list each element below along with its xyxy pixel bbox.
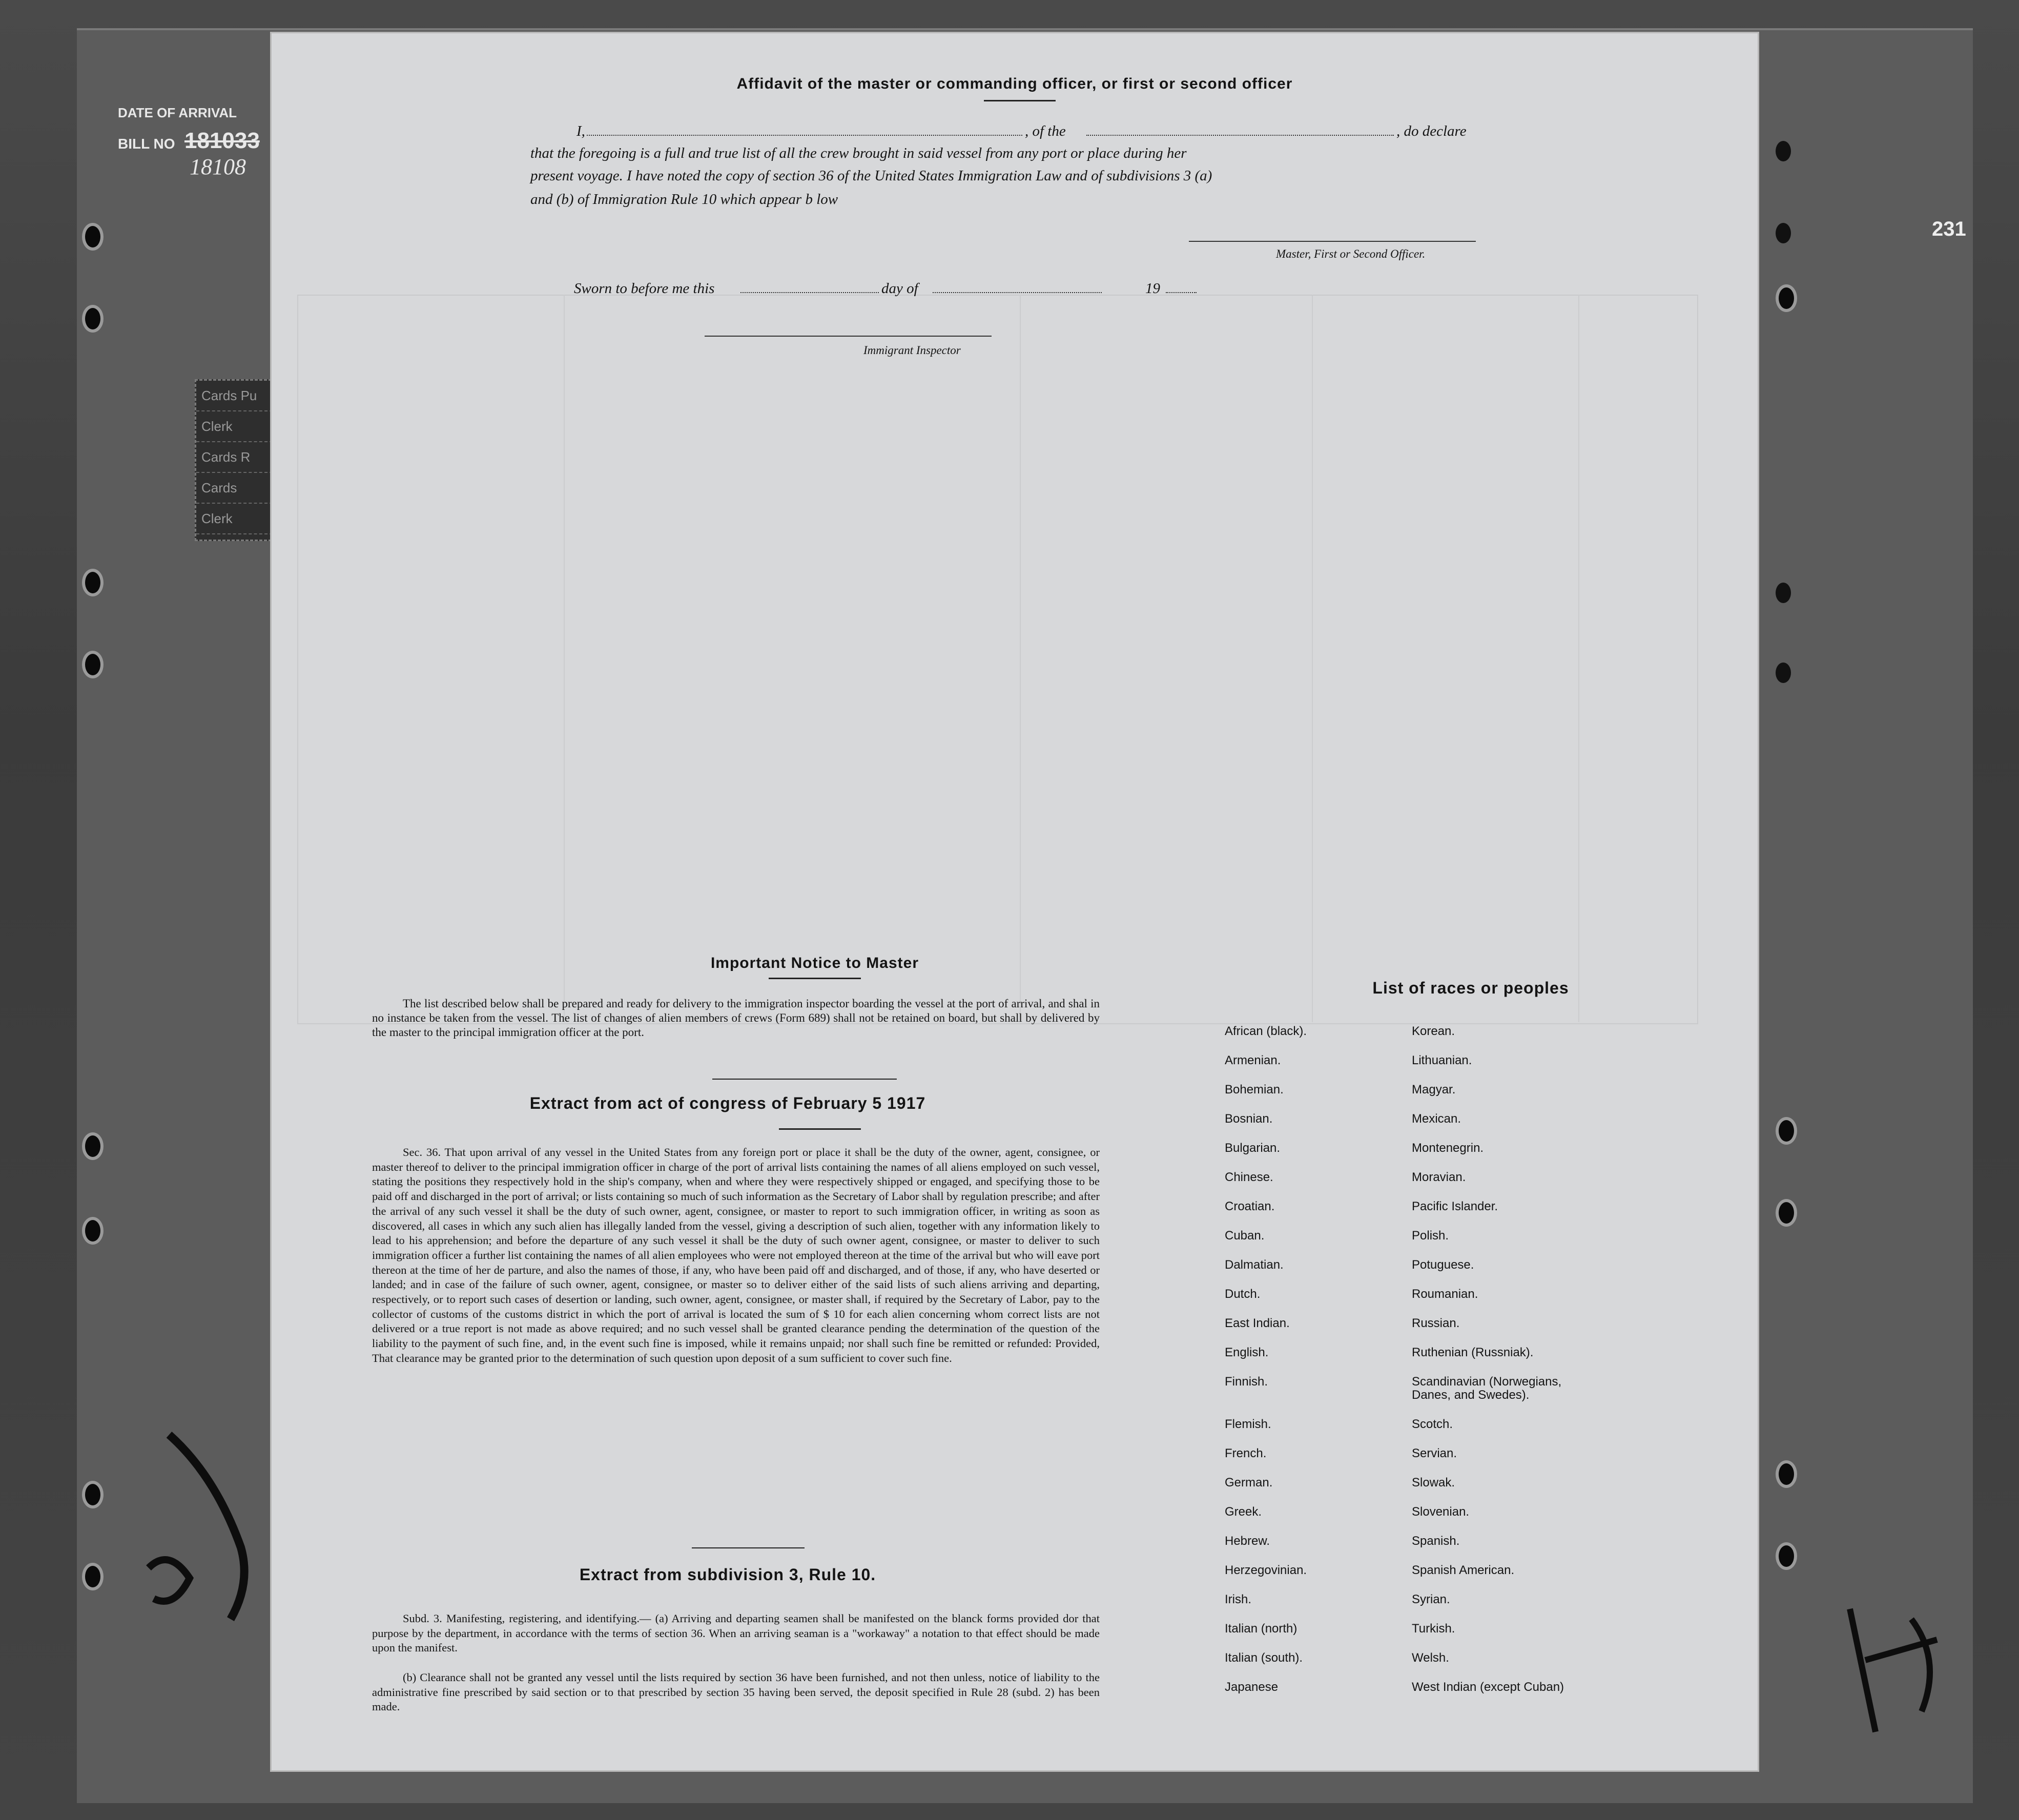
race-item: Magyar. xyxy=(1412,1083,1456,1097)
race-item: Russian. xyxy=(1412,1316,1460,1330)
affidavit-line4: and (b) of Immigration Rule 10 which appear b low xyxy=(530,191,838,208)
master-name-field[interactable] xyxy=(587,135,1022,136)
sworn-year-label: 19 xyxy=(1145,280,1160,297)
handwritten-mark-left xyxy=(138,1414,272,1635)
binder-hole-icon xyxy=(82,569,104,596)
affidavit-line2: that the foregoing is a full and true list of all the crew brought in said vessel from any port or place during her xyxy=(530,145,1187,161)
form-page xyxy=(272,33,1758,1770)
extract-1917-title: Extract from act of congress of February 5 1917 xyxy=(529,1094,926,1112)
sworn-year-field[interactable] xyxy=(1166,292,1197,293)
affidavit-line3: present voyage. I have noted the copy of section 36 of the United States Immigration Law and of subdivisions 3 (a) xyxy=(530,168,1212,184)
race-item: Dalmatian. xyxy=(1225,1258,1284,1272)
race-item: Scotch. xyxy=(1412,1417,1453,1431)
separator-rule xyxy=(712,1079,897,1080)
race-item: Dutch. xyxy=(1225,1287,1261,1301)
separator-rule xyxy=(692,1547,805,1548)
race-item: Chinese. xyxy=(1225,1170,1273,1184)
binder-hole-icon xyxy=(82,1481,104,1508)
race-item: Slowak. xyxy=(1412,1476,1455,1490)
title-underline xyxy=(984,100,1056,101)
race-item: Potuguese. xyxy=(1412,1258,1474,1272)
binder-hole-icon xyxy=(1776,1117,1797,1145)
binder-hole-icon xyxy=(82,305,104,333)
race-item: Korean. xyxy=(1412,1024,1455,1038)
binder-hole-icon xyxy=(82,1217,104,1245)
race-item: Servian. xyxy=(1412,1446,1457,1460)
sworn-month-field[interactable] xyxy=(933,292,1102,293)
race-item: Spanish. xyxy=(1412,1534,1460,1548)
affidavit-line1-i: I, xyxy=(576,123,585,139)
affidavit-line1-declare: , do declare xyxy=(1396,123,1467,139)
race-item: Bulgarian. xyxy=(1225,1141,1281,1155)
show-through-divider xyxy=(1020,295,1021,1022)
race-item: Armenian. xyxy=(1225,1053,1281,1067)
race-item: Syrian. xyxy=(1412,1593,1450,1606)
race-item: Croatian. xyxy=(1225,1199,1275,1213)
race-item: Lithuanian. xyxy=(1412,1053,1472,1067)
race-item: Turkish. xyxy=(1412,1622,1455,1636)
notice-title: Important Notice to Master xyxy=(710,955,919,971)
extract-1917-text: Sec. 36. That upon arrival of any vessel in the United States from any foreign port or place it shall be the duty of the owner, agent, consignee, or master thereof to deliver to the principal immigration officer in charge of the port of arrival lists containing the names of all aliens employed on such vessel, stating the positions they respectively hold in the ship's company, when and where they were respectively shipped or engaged, and specifying those to be paid off and discharged in the port of arrival; or lists containing so much of such information as the Secretary of Labor shall by regulation prescribe; and after the arrival of any such vessel it shall be the duty of such owner, agent, consignee, or master to report to such immigration officer, in writing as soon as discovered, all cases in which any such alien has illegally landed from the vessel, giving a description of such alien, together with any information likely to lead to his apprehension; and before the departure of any such vessel it shall be the duty of such owner agent, consignee, or master to deliver to such immigration officer a further list containing the names of all alien employees who were not employed thereon at the time of the arrival but who will eave port thereon at the time of her de parture, and also the names of those, if any, who have been paid off and discharged, and of those, if any, who have deserted or landed; and in case of the failure of such owner, agent, consignee, or master so to deliver either of the said lists of such aliens arriving and departing, respectively, or to report such cases of desertion or landing, such owner, agent, consignee, or master shall, if required by the Secretary of Labor, pay to the collector of customs of the customs district in which the port of arrival is located the sum of $ 10 for each alien concerning whom correct lists are not delivered or a true report is not made as above required; and no such vessel shall be granted clearance pending the determination of the question of the liability to the payment of such fine, and, in the event such fine is imposed, while it remains unpaid; nor shall such fine be remitted or refunded: Provided, That clearance may be granted prior to the determination of such question upon deposit of a sum sufficient to cover such fine. xyxy=(372,1146,1100,1364)
cards-slip-line: Clerk xyxy=(196,504,289,534)
bill-no-value: 181033 xyxy=(184,128,260,153)
race-item: Flemish. xyxy=(1225,1417,1271,1431)
notice-underline xyxy=(769,978,861,979)
binder-hole-icon xyxy=(1776,1199,1797,1227)
page-hole-icon xyxy=(1776,223,1791,243)
binder-hole-icon xyxy=(82,651,104,678)
binder-hole-icon xyxy=(1776,1460,1797,1488)
races-right-column xyxy=(1412,1025,1678,1716)
race-item: Roumanian. xyxy=(1412,1287,1478,1301)
show-through-divider xyxy=(1312,295,1313,1022)
race-item: Finnish. xyxy=(1225,1375,1268,1389)
cards-slip-line: Cards Pu xyxy=(196,381,289,411)
extract-rule10-text-a: Subd. 3. Manifesting, registering, and identifying.— (a) Arriving and departing seamen shall be manifested on the blanck forms provided dor that purpose by the department, in accordance with the terms of section 36. When an arriving seaman is a "workaway" a notation to that effect should be made upon the manifest. xyxy=(372,1612,1100,1654)
inspector-label: Immigrant Inspector xyxy=(863,344,961,357)
page-number: 231 xyxy=(1932,218,1966,240)
vessel-name-field[interactable] xyxy=(1086,135,1394,136)
race-item: Moravian. xyxy=(1412,1170,1466,1184)
race-item: English. xyxy=(1225,1346,1269,1359)
affidavit-line1-of: , of the xyxy=(1025,123,1066,139)
binder-hole-icon xyxy=(1776,1542,1797,1570)
binder-hole-icon xyxy=(82,1563,104,1590)
extract-1917-underline xyxy=(779,1128,861,1130)
race-item: Italian (north) xyxy=(1225,1622,1297,1636)
race-item: West Indian (except Cuban) xyxy=(1412,1680,1564,1694)
race-item: Polish. xyxy=(1412,1229,1449,1243)
race-item: Slovenian. xyxy=(1412,1505,1470,1519)
race-item: Mexican. xyxy=(1412,1112,1461,1126)
notice-text: The list described below shall be prepared and ready for delivery to the immigration inspector boarding the vessel at the port of arrival, and shal in no instance be taken from the vessel. The list of changes of alien members of crews (Form 689) shall not be retained on board, but shall by delivered by the master to the principal immigration officer at the port. xyxy=(372,997,1100,1039)
race-item: Greek. xyxy=(1225,1505,1262,1519)
race-item: Ruthenian (Russniak). xyxy=(1412,1346,1534,1359)
inspector-signature-field[interactable] xyxy=(705,336,992,337)
race-item: East Indian. xyxy=(1225,1316,1290,1330)
sworn-label: Sworn to before me this xyxy=(574,280,715,297)
master-signature-label: Master, First or Second Officer. xyxy=(1276,247,1426,260)
race-item: Bosnian. xyxy=(1225,1112,1273,1126)
races-left-column xyxy=(1225,1025,1430,1716)
race-item: Bohemian. xyxy=(1225,1083,1284,1097)
extract-rule10-title: Extract from subdivision 3, Rule 10. xyxy=(579,1565,876,1584)
cards-slip-line: Cards R xyxy=(196,442,289,473)
binder-hole-icon xyxy=(1776,284,1797,312)
page-hole-icon xyxy=(1776,583,1791,603)
race-item: Japanese xyxy=(1225,1680,1279,1694)
race-item: French. xyxy=(1225,1446,1267,1460)
race-item: Hebrew. xyxy=(1225,1534,1270,1548)
race-item: Italian (south). xyxy=(1225,1651,1303,1665)
affidavit-title: Affidavit of the master or commanding officer, or first or second officer xyxy=(736,75,1293,92)
sworn-day-field[interactable] xyxy=(740,292,879,293)
race-item: Pacific Islander. xyxy=(1412,1199,1498,1213)
race-item: German. xyxy=(1225,1476,1273,1490)
race-item: Herzegovinian. xyxy=(1225,1563,1307,1577)
master-signature-field[interactable] xyxy=(1189,241,1476,242)
page-hole-icon xyxy=(1776,663,1791,683)
race-item: Scandinavian (Norwegians, Danes, and Swedes). xyxy=(1412,1375,1562,1402)
race-item: African (black). xyxy=(1225,1024,1307,1038)
arrival-date-stamp-label: DATE OF ARRIVAL xyxy=(118,105,237,120)
races-title: List of races or peoples xyxy=(1372,979,1569,997)
handwritten-bill-no: 18108 xyxy=(190,154,246,179)
show-through-table xyxy=(297,295,1698,1024)
cards-slip-line: Cards xyxy=(196,473,289,504)
handwritten-mark-right xyxy=(1835,1599,1958,1752)
race-item: Irish. xyxy=(1225,1593,1252,1606)
show-through-divider xyxy=(1578,295,1579,1022)
binder-hole-icon xyxy=(82,1132,104,1160)
page-hole-icon xyxy=(1776,141,1791,161)
show-through-divider xyxy=(564,295,565,1022)
race-item: Welsh. xyxy=(1412,1651,1449,1665)
race-item: Montenegrin. xyxy=(1412,1141,1484,1155)
binder-hole-icon xyxy=(82,223,104,251)
race-item: Cuban. xyxy=(1225,1229,1265,1243)
extract-rule10-text-b: (b) Clearance shall not be granted any vessel until the lists required by section 36 have been furnished, and not then unless, notice of liability to the administrative fine prescribed by said section or to that prescribed by section 35 having been served, the deposit specified in Rule 28 (subd. 2) has been made. xyxy=(372,1671,1100,1713)
cards-slip-line: Clerk xyxy=(196,411,289,442)
day-of-label: day of xyxy=(881,280,918,297)
race-item: Spanish American. xyxy=(1412,1563,1515,1577)
bill-no-label: BILL NO xyxy=(118,136,175,152)
